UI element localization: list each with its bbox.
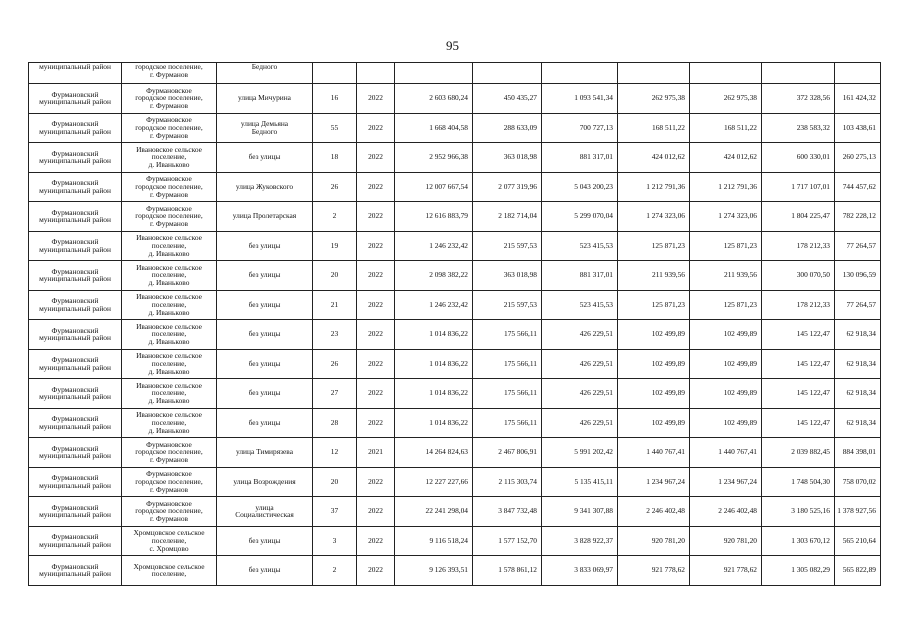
cost-cell: 211 939,56 <box>690 261 762 291</box>
cost-cell: 1 212 791,36 <box>690 172 762 202</box>
year-cell: 2022 <box>357 497 395 527</box>
cost-cell: 426 229,51 <box>542 349 618 379</box>
settlement-cell: Фурмановское городское поселение, г. Фурманов <box>122 84 217 114</box>
cost-cell: 3 180 525,16 <box>762 497 835 527</box>
cost-cell: 5 135 415,11 <box>542 467 618 497</box>
cost-cell: 363 018,98 <box>473 143 542 173</box>
cost-cell: 288 633,09 <box>473 113 542 143</box>
cost-cell: 1 234 967,24 <box>690 467 762 497</box>
cost-cell: 175 566,11 <box>473 408 542 438</box>
cost-cell: 125 871,23 <box>618 290 690 320</box>
total-cost-cell: 12 616 883,79 <box>395 202 473 232</box>
cost-cell: 260 275,13 <box>835 143 881 173</box>
table-row <box>29 261 881 291</box>
year-cell: 2022 <box>357 231 395 261</box>
street-cell: без улицы <box>217 379 313 409</box>
cost-cell: 2 467 806,91 <box>473 438 542 468</box>
cost-cell: 130 096,59 <box>835 261 881 291</box>
cost-cell: 125 871,23 <box>618 231 690 261</box>
street-cell: улица Социалистическая <box>217 497 313 527</box>
cost-cell: 215 597,53 <box>473 231 542 261</box>
year-cell: 2022 <box>357 320 395 350</box>
settlement-cell: Ивановское сельское поселение, д. Иваньково <box>122 290 217 320</box>
cost-cell: 168 511,22 <box>618 113 690 143</box>
year-cell: 2022 <box>357 172 395 202</box>
house-number-cell: 3 <box>313 526 357 556</box>
table-row <box>29 231 881 261</box>
cost-cell <box>542 63 618 84</box>
year-cell: 2022 <box>357 143 395 173</box>
settlement-cell: Ивановское сельское поселение, д. Иваньково <box>122 408 217 438</box>
cost-cell <box>618 63 690 84</box>
year-cell: 2022 <box>357 526 395 556</box>
table-row <box>29 113 881 143</box>
cost-cell: 175 566,11 <box>473 379 542 409</box>
settlement-cell: Ивановское сельское поселение, д. Иваньково <box>122 231 217 261</box>
cost-cell: 215 597,53 <box>473 290 542 320</box>
cost-cell: 62 918,34 <box>835 320 881 350</box>
table-row <box>29 379 881 409</box>
cost-cell: 9 341 307,88 <box>542 497 618 527</box>
year-cell: 2022 <box>357 408 395 438</box>
house-number-cell: 37 <box>313 497 357 527</box>
cost-cell: 920 781,20 <box>618 526 690 556</box>
street-cell: улица Мичурина <box>217 84 313 114</box>
settlement-cell: Ивановское сельское поселение, д. Иваньково <box>122 261 217 291</box>
cost-cell: 145 122,47 <box>762 349 835 379</box>
cost-cell: 211 939,56 <box>618 261 690 291</box>
year-cell: 2022 <box>357 84 395 114</box>
table-row <box>29 497 881 527</box>
cost-cell: 1 748 504,30 <box>762 467 835 497</box>
municipal-district-cell: Фурмановский муниципальный район <box>29 261 122 291</box>
settlement-cell: городское поселение, г. Фурманов <box>122 63 217 84</box>
total-cost-cell: 1 014 836,22 <box>395 349 473 379</box>
street-cell: без улицы <box>217 143 313 173</box>
municipal-district-cell: Фурмановский муниципальный район <box>29 202 122 232</box>
street-cell: без улицы <box>217 231 313 261</box>
street-cell: без улицы <box>217 261 313 291</box>
cost-cell: 1 234 967,24 <box>618 467 690 497</box>
table-row <box>29 143 881 173</box>
cost-cell: 102 499,89 <box>690 349 762 379</box>
house-number-cell: 27 <box>313 379 357 409</box>
cost-cell: 2 077 319,96 <box>473 172 542 202</box>
total-cost-cell: 12 007 667,54 <box>395 172 473 202</box>
house-number-cell: 23 <box>313 320 357 350</box>
total-cost-cell: 1 014 836,22 <box>395 379 473 409</box>
cost-cell: 920 781,20 <box>690 526 762 556</box>
cost-cell: 77 264,57 <box>835 231 881 261</box>
settlement-cell: Фурмановское городское поселение, г. Фурманов <box>122 113 217 143</box>
municipal-district-cell: Фурмановский муниципальный район <box>29 379 122 409</box>
settlement-cell: Фурмановское городское поселение, г. Фурманов <box>122 202 217 232</box>
settlement-cell: Хромцовское сельское поселение, <box>122 556 217 586</box>
total-cost-cell: 2 603 680,24 <box>395 84 473 114</box>
cost-cell: 5 043 200,23 <box>542 172 618 202</box>
cost-cell: 1 305 082,29 <box>762 556 835 586</box>
municipal-district-cell: Фурмановский муниципальный район <box>29 349 122 379</box>
cost-cell: 884 398,01 <box>835 438 881 468</box>
cost-cell: 1 440 767,41 <box>690 438 762 468</box>
cost-cell: 758 070,02 <box>835 467 881 497</box>
street-cell: без улицы <box>217 320 313 350</box>
table-row <box>29 408 881 438</box>
year-cell: 2022 <box>357 113 395 143</box>
total-cost-cell: 1 014 836,22 <box>395 320 473 350</box>
total-cost-cell: 14 264 824,63 <box>395 438 473 468</box>
table-row <box>29 526 881 556</box>
total-cost-cell: 12 227 227,66 <box>395 467 473 497</box>
street-cell: без улицы <box>217 556 313 586</box>
municipal-district-cell: Фурмановский муниципальный район <box>29 556 122 586</box>
cost-cell: 145 122,47 <box>762 408 835 438</box>
table-row <box>29 202 881 232</box>
municipal-district-cell: Фурмановский муниципальный район <box>29 143 122 173</box>
cost-cell: 125 871,23 <box>690 290 762 320</box>
cost-cell: 921 778,62 <box>690 556 762 586</box>
settlement-cell: Ивановское сельское поселение, д. Иваньково <box>122 143 217 173</box>
cost-cell: 102 499,89 <box>618 320 690 350</box>
cost-cell: 3 847 732,48 <box>473 497 542 527</box>
cost-cell: 1 578 861,12 <box>473 556 542 586</box>
cost-cell: 2 246 402,48 <box>618 497 690 527</box>
cost-cell: 1 440 767,41 <box>618 438 690 468</box>
cost-cell: 2 115 303,74 <box>473 467 542 497</box>
house-number-cell: 2 <box>313 556 357 586</box>
total-cost-cell: 9 116 518,24 <box>395 526 473 556</box>
street-cell: улица Возрождения <box>217 467 313 497</box>
cost-cell: 424 012,62 <box>618 143 690 173</box>
year-cell: 2022 <box>357 379 395 409</box>
cost-cell: 178 212,33 <box>762 290 835 320</box>
municipal-district-cell: Фурмановский муниципальный район <box>29 172 122 202</box>
cost-cell: 102 499,89 <box>690 320 762 350</box>
street-cell: без улицы <box>217 290 313 320</box>
street-cell: улица Пролетарская <box>217 202 313 232</box>
cost-cell: 102 499,89 <box>690 379 762 409</box>
settlement-cell: Фурмановское городское поселение, г. Фурманов <box>122 438 217 468</box>
year-cell: 2021 <box>357 438 395 468</box>
municipal-district-cell: Фурмановский муниципальный район <box>29 497 122 527</box>
table-row <box>29 349 881 379</box>
page-number: 95 <box>446 38 459 53</box>
cost-cell: 102 499,89 <box>618 408 690 438</box>
municipal-district-cell: Фурмановский муниципальный район <box>29 113 122 143</box>
total-cost-cell: 2 098 382,22 <box>395 261 473 291</box>
total-cost-cell: 1 246 232,42 <box>395 231 473 261</box>
cost-cell: 450 435,27 <box>473 84 542 114</box>
cost-cell: 523 415,53 <box>542 231 618 261</box>
cost-cell: 426 229,51 <box>542 408 618 438</box>
settlement-cell: Ивановское сельское поселение, д. Иваньково <box>122 349 217 379</box>
table-row <box>29 438 881 468</box>
cost-cell: 1 378 927,56 <box>835 497 881 527</box>
cost-cell: 3 833 069,97 <box>542 556 618 586</box>
municipal-district-cell: Фурмановский муниципальный район <box>29 290 122 320</box>
municipal-district-cell: Фурмановский муниципальный район <box>29 467 122 497</box>
municipal-district-cell: Фурмановский муниципальный район <box>29 438 122 468</box>
municipal-district-cell: муниципальный район <box>29 63 122 84</box>
cost-cell: 102 499,89 <box>618 349 690 379</box>
cost-cell: 782 228,12 <box>835 202 881 232</box>
total-cost-cell: 22 241 298,04 <box>395 497 473 527</box>
capital-repair-table <box>28 62 881 586</box>
settlement-cell: Фурмановское городское поселение, г. Фурманов <box>122 467 217 497</box>
cost-cell <box>473 63 542 84</box>
cost-cell: 145 122,47 <box>762 379 835 409</box>
total-cost-cell: 9 126 393,51 <box>395 556 473 586</box>
cost-cell: 238 583,32 <box>762 113 835 143</box>
cost-cell: 262 975,38 <box>618 84 690 114</box>
cost-cell: 62 918,34 <box>835 408 881 438</box>
house-number-cell: 20 <box>313 467 357 497</box>
cost-cell: 424 012,62 <box>690 143 762 173</box>
year-cell: 2022 <box>357 556 395 586</box>
year-cell: 2022 <box>357 467 395 497</box>
cost-cell: 102 499,89 <box>690 408 762 438</box>
cost-cell: 3 828 922,37 <box>542 526 618 556</box>
house-number-cell: 19 <box>313 231 357 261</box>
cost-cell: 1 093 541,34 <box>542 84 618 114</box>
year-cell <box>357 63 395 84</box>
municipal-district-cell: Фурмановский муниципальный район <box>29 526 122 556</box>
street-cell: без улицы <box>217 526 313 556</box>
total-cost-cell <box>395 63 473 84</box>
cost-cell: 881 317,01 <box>542 143 618 173</box>
year-cell: 2022 <box>357 349 395 379</box>
settlement-cell: Ивановское сельское поселение, д. Иваньково <box>122 379 217 409</box>
cost-cell: 175 566,11 <box>473 349 542 379</box>
table-row <box>29 63 881 84</box>
street-cell: улица Тимирязева <box>217 438 313 468</box>
cost-cell: 77 264,57 <box>835 290 881 320</box>
total-cost-cell: 2 952 966,38 <box>395 143 473 173</box>
cost-cell: 145 122,47 <box>762 320 835 350</box>
table-row <box>29 467 881 497</box>
cost-cell: 5 991 202,42 <box>542 438 618 468</box>
cost-cell <box>762 63 835 84</box>
cost-cell: 881 317,01 <box>542 261 618 291</box>
cost-cell: 103 438,61 <box>835 113 881 143</box>
cost-cell: 1 717 107,01 <box>762 172 835 202</box>
settlement-cell: Ивановское сельское поселение, д. Иваньково <box>122 320 217 350</box>
cost-cell: 2 182 714,04 <box>473 202 542 232</box>
settlement-cell: Хромцовское сельское поселение, с. Хромцово <box>122 526 217 556</box>
cost-cell: 426 229,51 <box>542 320 618 350</box>
municipal-district-cell: Фурмановский муниципальный район <box>29 408 122 438</box>
cost-cell: 161 424,32 <box>835 84 881 114</box>
municipal-district-cell: Фурмановский муниципальный район <box>29 84 122 114</box>
street-cell: без улицы <box>217 408 313 438</box>
cost-cell: 1 303 670,12 <box>762 526 835 556</box>
total-cost-cell: 1 668 404,58 <box>395 113 473 143</box>
cost-cell: 744 457,62 <box>835 172 881 202</box>
cost-cell: 62 918,34 <box>835 379 881 409</box>
table-row <box>29 556 881 586</box>
total-cost-cell: 1 246 232,42 <box>395 290 473 320</box>
cost-cell: 600 330,01 <box>762 143 835 173</box>
table-row <box>29 290 881 320</box>
house-number-cell: 20 <box>313 261 357 291</box>
street-cell: улица Жуковского <box>217 172 313 202</box>
cost-cell: 363 018,98 <box>473 261 542 291</box>
total-cost-cell: 1 014 836,22 <box>395 408 473 438</box>
table-row <box>29 320 881 350</box>
cost-cell: 426 229,51 <box>542 379 618 409</box>
house-number-cell: 16 <box>313 84 357 114</box>
cost-cell: 565 822,89 <box>835 556 881 586</box>
cost-cell: 2 039 882,45 <box>762 438 835 468</box>
house-number-cell: 18 <box>313 143 357 173</box>
house-number-cell <box>313 63 357 84</box>
table-row <box>29 84 881 114</box>
house-number-cell: 28 <box>313 408 357 438</box>
cost-cell: 1 212 791,36 <box>618 172 690 202</box>
cost-cell: 300 070,50 <box>762 261 835 291</box>
house-number-cell: 21 <box>313 290 357 320</box>
house-number-cell: 12 <box>313 438 357 468</box>
house-number-cell: 2 <box>313 202 357 232</box>
street-cell: Бедного <box>217 63 313 84</box>
cost-cell: 1 804 225,47 <box>762 202 835 232</box>
year-cell: 2022 <box>357 261 395 291</box>
house-number-cell: 26 <box>313 349 357 379</box>
cost-cell: 262 975,38 <box>690 84 762 114</box>
street-cell: улица Демьяна Бедного <box>217 113 313 143</box>
cost-cell: 175 566,11 <box>473 320 542 350</box>
settlement-cell: Фурмановское городское поселение, г. Фурманов <box>122 497 217 527</box>
cost-cell: 1 274 323,06 <box>618 202 690 232</box>
cost-cell: 178 212,33 <box>762 231 835 261</box>
year-cell: 2022 <box>357 290 395 320</box>
cost-cell: 921 778,62 <box>618 556 690 586</box>
cost-cell: 523 415,53 <box>542 290 618 320</box>
cost-cell <box>835 63 881 84</box>
municipal-district-cell: Фурмановский муниципальный район <box>29 320 122 350</box>
house-number-cell: 26 <box>313 172 357 202</box>
municipal-district-cell: Фурмановский муниципальный район <box>29 231 122 261</box>
cost-cell: 372 328,56 <box>762 84 835 114</box>
cost-cell: 5 299 070,04 <box>542 202 618 232</box>
cost-cell: 168 511,22 <box>690 113 762 143</box>
year-cell: 2022 <box>357 202 395 232</box>
cost-cell <box>690 63 762 84</box>
street-cell: без улицы <box>217 349 313 379</box>
cost-cell: 2 246 402,48 <box>690 497 762 527</box>
cost-cell: 102 499,89 <box>618 379 690 409</box>
settlement-cell: Фурмановское городское поселение, г. Фурманов <box>122 172 217 202</box>
cost-cell: 125 871,23 <box>690 231 762 261</box>
cost-cell: 1 274 323,06 <box>690 202 762 232</box>
cost-cell: 700 727,13 <box>542 113 618 143</box>
house-number-cell: 55 <box>313 113 357 143</box>
cost-cell: 565 210,64 <box>835 526 881 556</box>
cost-cell: 62 918,34 <box>835 349 881 379</box>
table-row <box>29 172 881 202</box>
cost-cell: 1 577 152,70 <box>473 526 542 556</box>
